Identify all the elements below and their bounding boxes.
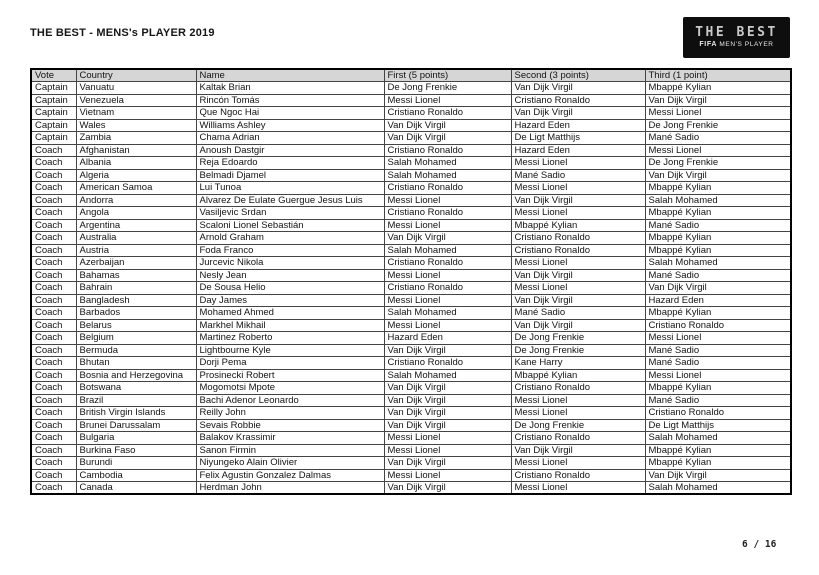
table-cell: Prosinecki Robert: [196, 369, 384, 382]
table-cell: Van Dijk Virgil: [384, 482, 511, 495]
table-cell: Coach: [31, 444, 76, 457]
table-cell: Bachi Adenor Leonardo: [196, 394, 384, 407]
table-cell: Venezuela: [76, 94, 196, 107]
page-number: 6 / 16: [742, 539, 777, 550]
table-row: [31, 157, 791, 170]
table-cell: Van Dijk Virgil: [645, 169, 791, 182]
table-cell: Sanon Firmin: [196, 444, 384, 457]
table-cell: Coach: [31, 344, 76, 357]
table-row: [31, 107, 791, 120]
table-cell: Australia: [76, 232, 196, 245]
table-cell: Captain: [31, 132, 76, 145]
table-cell: Coach: [31, 394, 76, 407]
table-cell: Coach: [31, 382, 76, 395]
table-cell: Cristiano Ronaldo: [511, 232, 645, 245]
column-header-vote: Vote: [31, 69, 76, 82]
table-cell: Sevais Robbie: [196, 419, 384, 432]
table-cell: De Jong Frenkie: [511, 344, 645, 357]
table-cell: Coach: [31, 219, 76, 232]
table-cell: Coach: [31, 482, 76, 495]
table-header-row: [31, 69, 791, 82]
table-cell: Vietnam: [76, 107, 196, 120]
table-cell: Foda Franco: [196, 244, 384, 257]
table-cell: Bulgaria: [76, 432, 196, 445]
table-cell: Nesly Jean: [196, 269, 384, 282]
table-cell: Cristiano Ronaldo: [511, 432, 645, 445]
table-cell: Mané Sadio: [645, 344, 791, 357]
table-cell: Angola: [76, 207, 196, 220]
table-cell: Alvarez De Eulate Guergue Jesus Luis: [196, 194, 384, 207]
table-cell: Captain: [31, 107, 76, 120]
table-cell: Cristiano Ronaldo: [384, 182, 511, 195]
table-cell: American Samoa: [76, 182, 196, 195]
table-cell: Markhel Mikhail: [196, 319, 384, 332]
table-cell: Mbappé Kylian: [645, 444, 791, 457]
table-cell: Coach: [31, 232, 76, 245]
table-cell: Van Dijk Virgil: [511, 269, 645, 282]
table-cell: Van Dijk Virgil: [384, 419, 511, 432]
table-cell: Brunei Darussalam: [76, 419, 196, 432]
table-cell: Messi Lionel: [645, 369, 791, 382]
table-cell: Bhutan: [76, 357, 196, 370]
table-cell: Van Dijk Virgil: [384, 132, 511, 145]
table-cell: Van Dijk Virgil: [645, 94, 791, 107]
table-cell: Van Dijk Virgil: [384, 457, 511, 470]
table-row: [31, 332, 791, 345]
table-cell: Van Dijk Virgil: [384, 407, 511, 420]
table-cell: Messi Lionel: [645, 332, 791, 345]
table-cell: Coach: [31, 432, 76, 445]
table-cell: Burundi: [76, 457, 196, 470]
table-cell: Salah Mohamed: [645, 482, 791, 495]
table-cell: Coach: [31, 282, 76, 295]
table-cell: Coach: [31, 257, 76, 270]
table-cell: Cristiano Ronaldo: [384, 282, 511, 295]
table-cell: Messi Lionel: [511, 407, 645, 420]
table-cell: Mbappé Kylian: [645, 244, 791, 257]
table-row: [31, 119, 791, 132]
table-cell: Messi Lionel: [384, 444, 511, 457]
table-cell: Mbappé Kylian: [645, 382, 791, 395]
table-cell: Arnold Graham: [196, 232, 384, 245]
table-cell: Cristiano Ronaldo: [384, 257, 511, 270]
table-row: [31, 244, 791, 257]
table-cell: Mbappé Kylian: [511, 369, 645, 382]
table-cell: Messi Lionel: [511, 182, 645, 195]
table-cell: Mané Sadio: [645, 394, 791, 407]
table-cell: Cristiano Ronaldo: [511, 382, 645, 395]
table-cell: Van Dijk Virgil: [511, 82, 645, 95]
table-row: [31, 369, 791, 382]
table-cell: Messi Lionel: [511, 282, 645, 295]
table-row: [31, 219, 791, 232]
table-cell: Mané Sadio: [645, 357, 791, 370]
table-cell: Salah Mohamed: [384, 157, 511, 170]
table-cell: Mbappé Kylian: [645, 232, 791, 245]
table-cell: Messi Lionel: [511, 482, 645, 495]
table-cell: Messi Lionel: [384, 319, 511, 332]
table-cell: Algeria: [76, 169, 196, 182]
table-cell: Coach: [31, 169, 76, 182]
table-cell: Coach: [31, 207, 76, 220]
table-cell: Bahrain: [76, 282, 196, 295]
table-cell: Rincón Tomás: [196, 94, 384, 107]
table-row: [31, 182, 791, 195]
table-cell: Coach: [31, 294, 76, 307]
table-row: [31, 407, 791, 420]
table-cell: Mohamed Ahmed: [196, 307, 384, 320]
table-row: [31, 94, 791, 107]
table-cell: Messi Lionel: [511, 394, 645, 407]
table-cell: Vanuatu: [76, 82, 196, 95]
table-cell: Botswana: [76, 382, 196, 395]
table-cell: Scaloni Lionel Sebastián: [196, 219, 384, 232]
table-cell: Williams Ashley: [196, 119, 384, 132]
table-cell: Van Dijk Virgil: [384, 394, 511, 407]
table-cell: British Virgin Islands: [76, 407, 196, 420]
table-row: [31, 257, 791, 270]
column-header-country: Country: [76, 69, 196, 82]
table-cell: Van Dijk Virgil: [645, 282, 791, 295]
table-cell: Cristiano Ronaldo: [511, 469, 645, 482]
table-cell: Austria: [76, 244, 196, 257]
table-cell: De Jong Frenkie: [511, 419, 645, 432]
table-cell: Balakov Krassimir: [196, 432, 384, 445]
table-cell: Van Dijk Virgil: [384, 382, 511, 395]
column-header-third: Third (1 point): [645, 69, 791, 82]
table-cell: Coach: [31, 144, 76, 157]
table-cell: Coach: [31, 457, 76, 470]
table-cell: Mbappé Kylian: [511, 219, 645, 232]
logo-fifa-text: FIFA: [699, 41, 717, 49]
table-cell: Salah Mohamed: [384, 244, 511, 257]
table-cell: Cristiano Ronaldo: [384, 144, 511, 157]
table-cell: Cristiano Ronaldo: [384, 357, 511, 370]
table-cell: Van Dijk Virgil: [511, 294, 645, 307]
table-row: [31, 482, 791, 495]
column-header-name: Name: [196, 69, 384, 82]
table-cell: Van Dijk Virgil: [511, 444, 645, 457]
table-row: [31, 357, 791, 370]
table-cell: Coach: [31, 419, 76, 432]
logo-subtitle-text: MEN'S PLAYER: [716, 41, 774, 49]
column-header-first: First (5 points): [384, 69, 511, 82]
table-cell: Lightbourne Kyle: [196, 344, 384, 357]
table-cell: Van Dijk Virgil: [384, 119, 511, 132]
table-cell: Messi Lionel: [384, 469, 511, 482]
table-cell: Messi Lionel: [384, 194, 511, 207]
table-cell: Messi Lionel: [384, 432, 511, 445]
table-cell: Bahamas: [76, 269, 196, 282]
table-cell: Coach: [31, 182, 76, 195]
table-cell: Salah Mohamed: [384, 369, 511, 382]
table-cell: Coach: [31, 194, 76, 207]
table-cell: Van Dijk Virgil: [511, 319, 645, 332]
table-cell: Mané Sadio: [645, 219, 791, 232]
table-row: [31, 319, 791, 332]
table-cell: Coach: [31, 407, 76, 420]
table-cell: Reja Edoardo: [196, 157, 384, 170]
table-cell: Messi Lionel: [511, 157, 645, 170]
table-cell: Cristiano Ronaldo: [384, 107, 511, 120]
table-row: [31, 169, 791, 182]
table-cell: Mané Sadio: [645, 132, 791, 145]
table-row: [31, 232, 791, 245]
page-title: THE BEST - MENS's PLAYER 2019: [30, 27, 215, 39]
table-cell: Coach: [31, 157, 76, 170]
table-cell: Reilly John: [196, 407, 384, 420]
table-cell: De Ligt Matthijs: [511, 132, 645, 145]
table-cell: Messi Lionel: [384, 219, 511, 232]
table-cell: Chama Adrian: [196, 132, 384, 145]
table-cell: Cristiano Ronaldo: [645, 319, 791, 332]
table-cell: Hazard Eden: [384, 332, 511, 345]
table-cell: Mané Sadio: [511, 169, 645, 182]
table-row: [31, 144, 791, 157]
table-cell: Messi Lionel: [645, 107, 791, 120]
table-cell: Messi Lionel: [384, 294, 511, 307]
logo-subtitle: [699, 41, 773, 49]
logo-wordmark: THE BEST: [695, 25, 778, 41]
table-cell: Van Dijk Virgil: [645, 469, 791, 482]
table-cell: Andorra: [76, 194, 196, 207]
table-row: [31, 207, 791, 220]
table-cell: Cristiano Ronaldo: [511, 94, 645, 107]
table-cell: Azerbaijan: [76, 257, 196, 270]
table-cell: Argentina: [76, 219, 196, 232]
table-cell: Coach: [31, 269, 76, 282]
table-row: [31, 419, 791, 432]
table-row: [31, 382, 791, 395]
table-cell: Hazard Eden: [645, 294, 791, 307]
table-row: [31, 294, 791, 307]
table-cell: Mbappé Kylian: [645, 307, 791, 320]
table-cell: Mbappé Kylian: [645, 207, 791, 220]
table-cell: Salah Mohamed: [645, 257, 791, 270]
table-cell: Belarus: [76, 319, 196, 332]
table-cell: Mogomotsi Mpote: [196, 382, 384, 395]
table-cell: De Sousa Helio: [196, 282, 384, 295]
table-cell: Kane Harry: [511, 357, 645, 370]
table-cell: Barbados: [76, 307, 196, 320]
table-cell: Cristiano Ronaldo: [645, 407, 791, 420]
table-cell: Salah Mohamed: [645, 432, 791, 445]
table-cell: Kaltak Brian: [196, 82, 384, 95]
table-cell: Van Dijk Virgil: [384, 232, 511, 245]
table-cell: Messi Lionel: [511, 257, 645, 270]
table-row: [31, 432, 791, 445]
table-cell: Jurcevic Nikola: [196, 257, 384, 270]
table-cell: De Ligt Matthijs: [645, 419, 791, 432]
table-row: [31, 132, 791, 145]
votes-table: [30, 68, 792, 495]
table-row: [31, 469, 791, 482]
table-cell: Coach: [31, 307, 76, 320]
table-cell: Van Dijk Virgil: [384, 344, 511, 357]
table-row: [31, 444, 791, 457]
table-row: [31, 394, 791, 407]
table-cell: Coach: [31, 357, 76, 370]
table-cell: Mbappé Kylian: [645, 182, 791, 195]
table-cell: Dorji Pema: [196, 357, 384, 370]
table-cell: De Jong Frenkie: [511, 332, 645, 345]
table-row: [31, 307, 791, 320]
table-cell: Zambia: [76, 132, 196, 145]
table-cell: Messi Lionel: [645, 144, 791, 157]
table-cell: Coach: [31, 369, 76, 382]
table-cell: Felix Agustin Gonzalez Dalmas: [196, 469, 384, 482]
table-cell: Afghanistan: [76, 144, 196, 157]
table-cell: Martinez Roberto: [196, 332, 384, 345]
table-cell: Cristiano Ronaldo: [384, 207, 511, 220]
table-row: [31, 457, 791, 470]
table-cell: Salah Mohamed: [645, 194, 791, 207]
table-cell: Coach: [31, 469, 76, 482]
table-cell: Lui Tunoa: [196, 182, 384, 195]
table-cell: Albania: [76, 157, 196, 170]
table-cell: De Jong Frenkie: [645, 119, 791, 132]
table-cell: Bangladesh: [76, 294, 196, 307]
table-cell: Anoush Dastgir: [196, 144, 384, 157]
table-cell: Herdman John: [196, 482, 384, 495]
table-cell: Hazard Eden: [511, 119, 645, 132]
table-cell: Messi Lionel: [384, 269, 511, 282]
table-cell: Salah Mohamed: [384, 307, 511, 320]
table-cell: Mané Sadio: [511, 307, 645, 320]
table-cell: Mbappé Kylian: [645, 457, 791, 470]
table-row: [31, 344, 791, 357]
table-cell: Cristiano Ronaldo: [511, 244, 645, 257]
table-row: [31, 194, 791, 207]
table-cell: Niyungeko Alain Olivier: [196, 457, 384, 470]
table-cell: Messi Lionel: [511, 207, 645, 220]
table-cell: Salah Mohamed: [384, 169, 511, 182]
table-cell: Belgium: [76, 332, 196, 345]
table-cell: De Jong Frenkie: [645, 157, 791, 170]
table-cell: Day James: [196, 294, 384, 307]
fifa-the-best-logo: [683, 17, 790, 58]
table-cell: Cambodia: [76, 469, 196, 482]
table-cell: Vasiljevic Srdan: [196, 207, 384, 220]
table-cell: Captain: [31, 119, 76, 132]
table-cell: Que Ngoc Hai: [196, 107, 384, 120]
column-header-second: Second (3 points): [511, 69, 645, 82]
table-row: [31, 269, 791, 282]
table-cell: Hazard Eden: [511, 144, 645, 157]
table-cell: Brazil: [76, 394, 196, 407]
table-cell: Coach: [31, 244, 76, 257]
table-row: [31, 282, 791, 295]
table-cell: De Jong Frenkie: [384, 82, 511, 95]
table-row: [31, 82, 791, 95]
table-cell: Bermuda: [76, 344, 196, 357]
table-cell: Captain: [31, 94, 76, 107]
table-cell: Coach: [31, 319, 76, 332]
table-cell: Canada: [76, 482, 196, 495]
table-cell: Burkina Faso: [76, 444, 196, 457]
table-cell: Van Dijk Virgil: [511, 194, 645, 207]
table-cell: Wales: [76, 119, 196, 132]
table-cell: Messi Lionel: [384, 94, 511, 107]
table-cell: Van Dijk Virgil: [511, 107, 645, 120]
table-cell: Coach: [31, 332, 76, 345]
table-cell: Belmadi Djamel: [196, 169, 384, 182]
table-cell: Captain: [31, 82, 76, 95]
table-cell: Messi Lionel: [511, 457, 645, 470]
table-cell: Bosnia and Herzegovina: [76, 369, 196, 382]
table-cell: Mbappé Kylian: [645, 82, 791, 95]
table-cell: Mané Sadio: [645, 269, 791, 282]
